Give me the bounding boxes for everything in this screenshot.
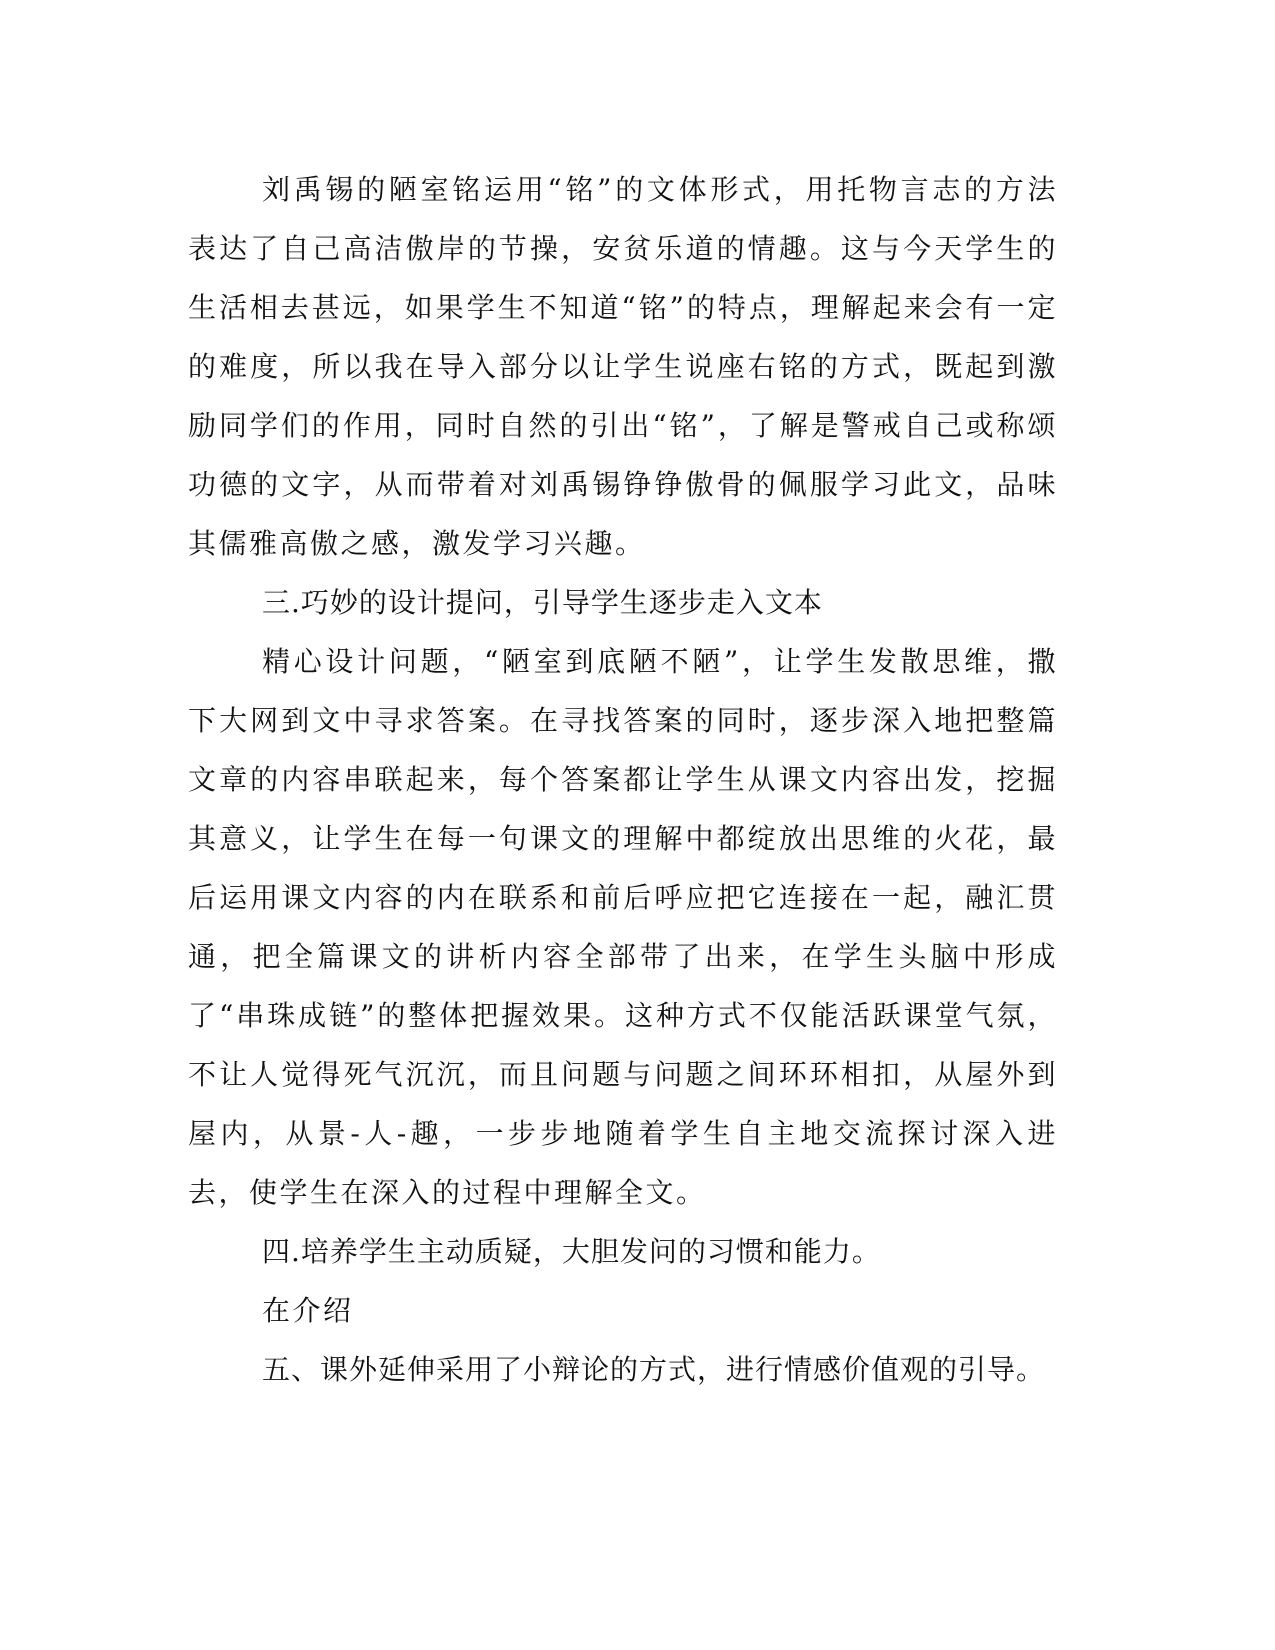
paragraph-introduction-fragment: 在介绍: [262, 1294, 354, 1327]
paragraph-intro-rationale: 刘禹锡的陋室铭运用“铭”的文体形式，用托物言志的方法表达了自己高洁傲岸的节操，安贫乐道的情趣。这与今天学生的生活相去甚远，如果学生不知道“铭”的特点，理解起来会有一定的难度，所以我在导入部分以让学生说座右铭的方式，既起到激励同学们的作用，同时自然的引出“铭”，了解是警戒自己或称颂功德的文字，从而带着对刘禹锡铮铮傲骨的佩服学习此文，品味其儒雅高傲之感，激发学习兴趣。: [188, 173, 1058, 560]
section-heading-three: 三.巧妙的设计提问，引导学生逐步走入文本: [262, 586, 823, 619]
document-body: [188, 160, 1058, 1399]
paragraph-question-design: 精心设计问题，“陋室到底陋不陋”，让学生发散思维，撒下大网到文中寻求答案。在寻找答案的同时，逐步深入地把整篇文章的内容串联起来，每个答案都让学生从课文内容出发，挖掘其意义，让学生在每一句课文的理解中都绽放出思维的火花，最后运用课文内容的内在联系和前后呼应把它连接在一起，融汇贯通，把全篇课文的讲析内容全部带了出来，在学生头脑中形成了“串珠成链”的整体把握效果。这种方式不仅能活跃课堂气氛，不让人觉得死气沉沉，而且问题与问题之间环环相扣，从屋外到屋内，从景-人-趣，一步步地随着学生自主地交流探讨深入进去，使学生在深入的过程中理解全文。: [188, 645, 1058, 1209]
section-heading-five: 五、课外延伸采用了小辩论的方式，进行情感价值观的引导。: [262, 1353, 1046, 1386]
section-heading-four: 四.培养学生主动质疑，大胆发问的习惯和能力。: [262, 1235, 881, 1268]
